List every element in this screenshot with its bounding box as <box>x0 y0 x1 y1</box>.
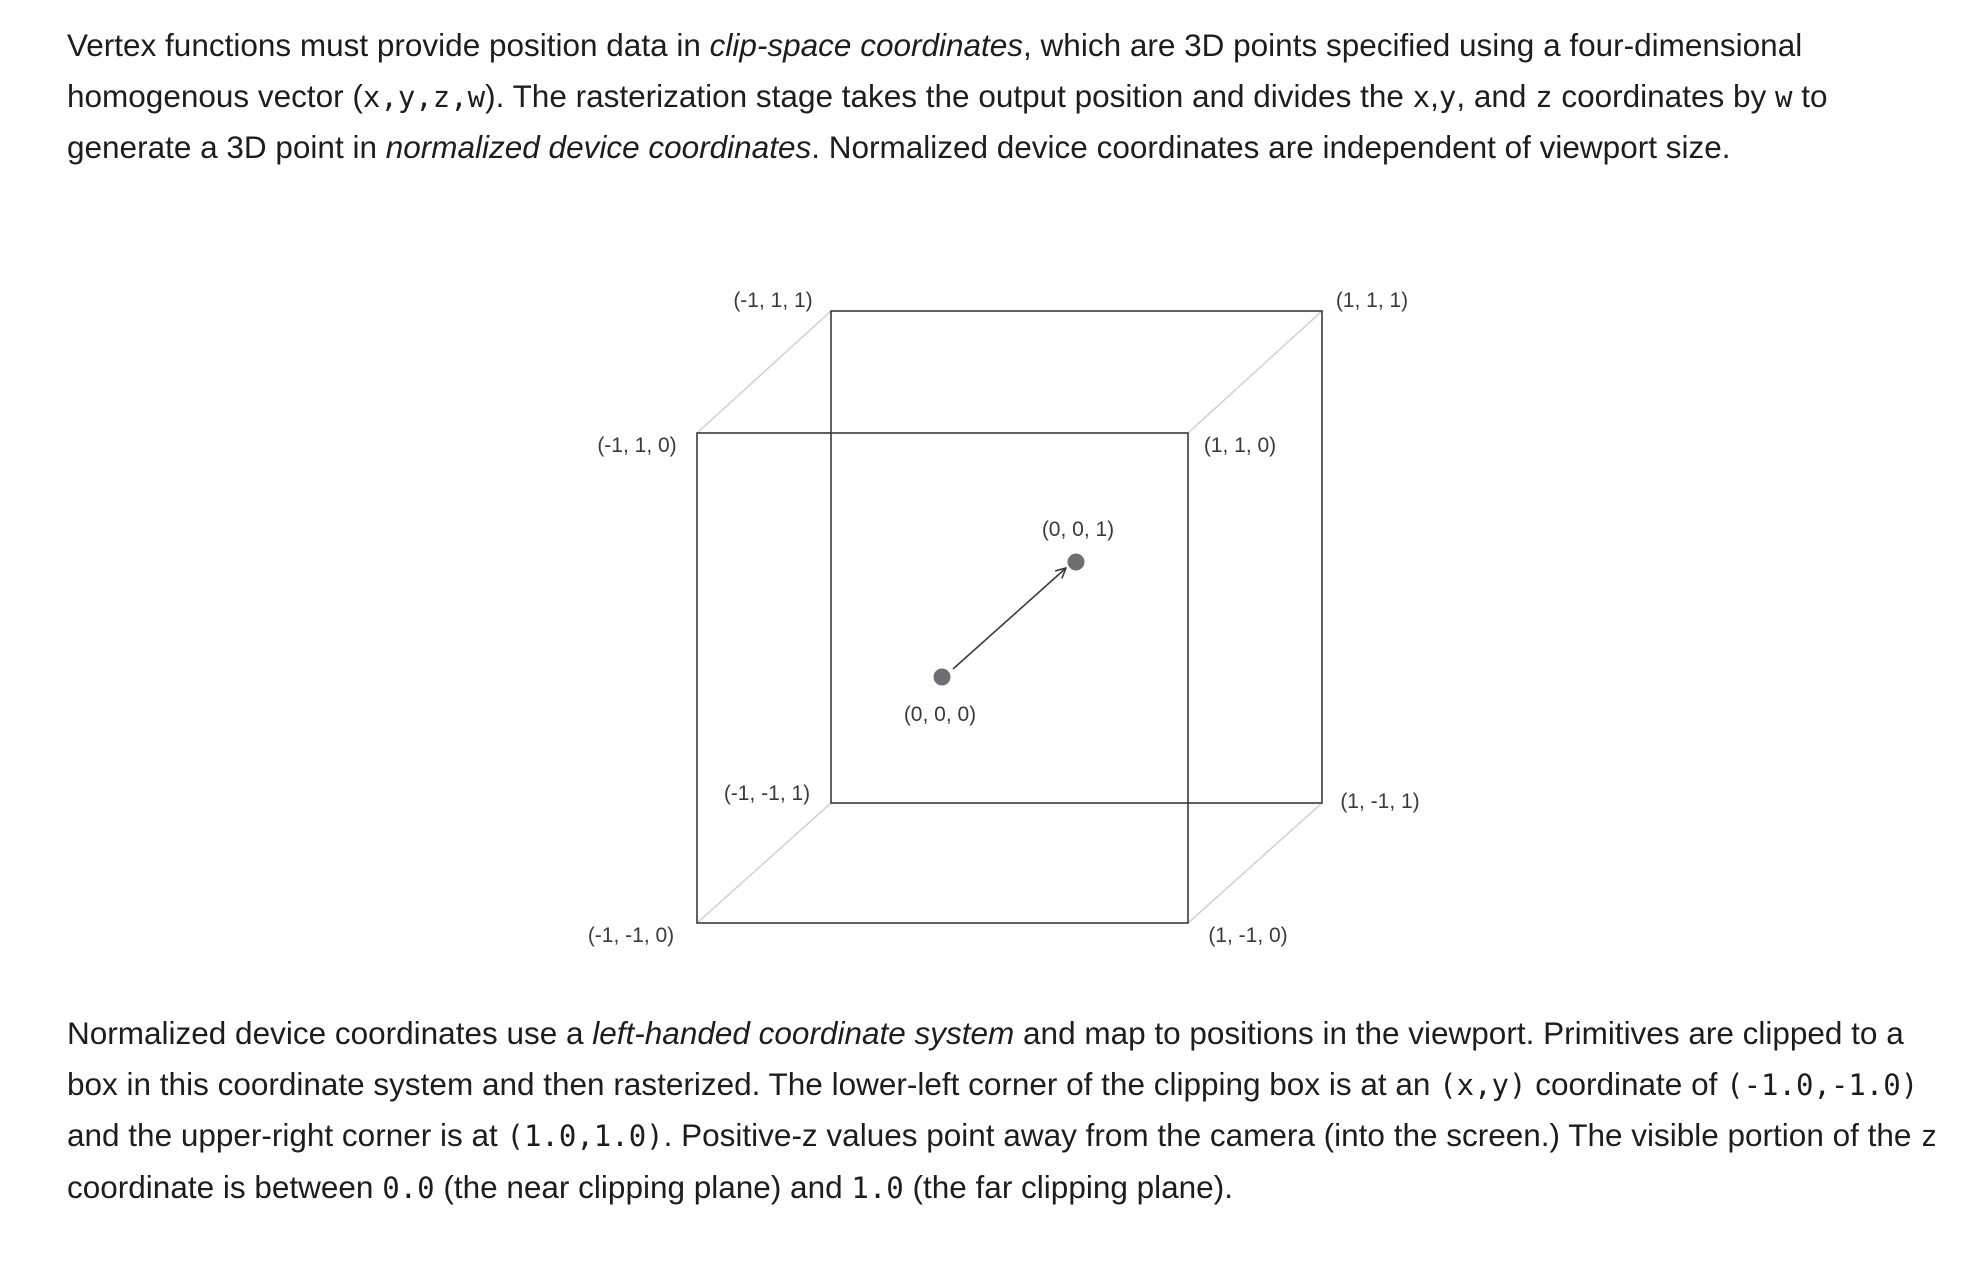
far-center-point <box>1068 554 1085 571</box>
label-back-top-left: (-1, 1, 1) <box>733 289 813 312</box>
near-center-point <box>934 669 951 686</box>
text-span: coordinate is between <box>67 1168 383 1205</box>
depth-edge-top-left <box>697 311 831 433</box>
code-z: z <box>1920 1119 1938 1153</box>
text-span: Normalized device coordinates use a <box>67 1015 593 1051</box>
text-span: and map to positions in the viewport. Primitives are clipped to a box in this coordinate system and then rasterized. The lower-left corner of the clipping box is at an <box>67 1015 1904 1102</box>
emphasis-clip-space: clip-space coordinates <box>709 27 1024 63</box>
text-span: (the near clipping plane) and <box>434 1168 852 1205</box>
label-back-bottom-left: (-1, -1, 1) <box>723 782 811 805</box>
code-w: w <box>1775 79 1793 114</box>
ndc-paragraph <box>67 1008 1947 1213</box>
label-center-far: (0, 0, 1) <box>1041 518 1115 541</box>
depth-arrow <box>953 568 1066 669</box>
text-span: , which are 3D points specified using a four-dimensional homogenous vector ( <box>67 27 1803 114</box>
label-back-top-right: (1, 1, 1) <box>1335 289 1409 312</box>
code-lower-left: (-1.0,-1.0) <box>1726 1067 1919 1102</box>
code-near-value: 0.0 <box>382 1170 435 1205</box>
depth-edge-top-right <box>1188 311 1322 433</box>
label-front-bottom-left: (-1, -1, 0) <box>587 924 675 947</box>
text-span: and the upper-right corner is at <box>67 1117 507 1153</box>
code-y: y <box>1438 79 1457 114</box>
code-xy: (x,y) <box>1439 1067 1527 1102</box>
text-span: ). The rasterization stage takes the output position and divides the <box>485 77 1413 114</box>
emphasis-ndc: normalized device coordinates <box>385 129 812 165</box>
code-xyzw: x,y,z,w <box>362 79 486 114</box>
label-front-top-left: (-1, 1, 0) <box>597 434 677 457</box>
depth-edge-bottom-left <box>697 803 831 923</box>
text-span: , <box>1430 77 1439 114</box>
text-span: . Normalized device coordinates are independent of viewport size. <box>811 129 1731 165</box>
code-upper-right: (1.0,1.0) <box>506 1119 664 1153</box>
code-far-value: 1.0 <box>851 1170 904 1205</box>
code-z: z <box>1535 79 1553 114</box>
label-front-top-right: (1, 1, 0) <box>1203 434 1277 457</box>
depth-edge-bottom-right <box>1188 803 1322 923</box>
emphasis-left-handed: left-handed coordinate system <box>592 1015 1015 1051</box>
text-span: (the far clipping plane). <box>903 1168 1233 1205</box>
label-front-bottom-right: (1, -1, 0) <box>1208 924 1288 947</box>
text-span: coordinate of <box>1526 1065 1727 1102</box>
text-span: coordinates by <box>1552 77 1775 114</box>
text-span: . Positive-z values point away from the camera (into the screen.) The visible portion of the <box>663 1117 1921 1153</box>
text-span: Vertex functions must provide position data in <box>67 27 710 63</box>
label-back-bottom-right: (1, -1, 1) <box>1340 790 1420 813</box>
label-center-near: (0, 0, 0) <box>903 703 977 726</box>
code-x: x <box>1412 79 1431 114</box>
text-span: , and <box>1456 77 1536 114</box>
text-span: to generate a 3D point in <box>67 77 1828 165</box>
